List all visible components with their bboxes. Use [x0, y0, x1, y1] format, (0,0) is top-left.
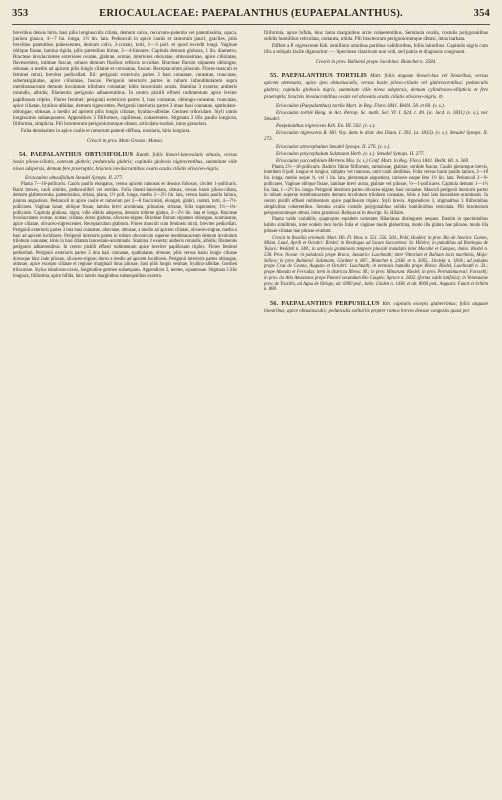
synonym: Paepalanthus nigrescens Kth. En. III. 502. (v. s.).: [276, 123, 376, 130]
species-name: 56. PAEPALANTHUS PERPUSILLUS: [270, 301, 380, 308]
synonym: Eriocaulon nigrescens R. Hil. Voy. dans le distr. des Diam. I. 392. (a. 1833). (v. s.). Steudel Synops. II. 273.: [264, 130, 488, 143]
synonym: Eriocaulon polycephalum Salzmann Herb. (v. s.). Steudel Synops. II. 277.: [276, 150, 425, 157]
species-name: 54. PAEPALANTHUS OBTUSIFOLIUS: [19, 151, 134, 158]
paragraph: Planta valde variabilis, quapropter equidem varietates Hilarianas distinguere nequeo. Etenim in speciminibus habitu simillimis, inter eodem loco lectis folia et vaginae modo glaberrima, modo illa glabra hae pilosae, modo illa pilosae-ciliatae hae pilosae evadunt.: [264, 217, 488, 234]
paragraph: filiformia, apice bifida, hinc lanta marginibus arcte cohaerentibus. Seminula ovalia, costulis polygonalibus solidis humilibus reticulata, castanea, nitida. Pili bracteorum perigoniorumque obtusi, intus barbata.: [264, 30, 488, 43]
species-diagnosis: Kth. capitulis excepis glaberrimus; foliis anguste linearibus, apice obtusiusculis; pedunculis solitariis propter ramos breves densae congestis quasi per: [264, 301, 489, 315]
species-heading: [13, 152, 237, 173]
right-page-number: 354: [473, 8, 490, 19]
synonym: Eriocaulon obtusifolium Steudel Synops. II. 277.: [25, 174, 124, 181]
paragraph: Differt a P. nigrescente Kth. simillimo omnibus partibus validioribus, foliis latioribus. Capitulis nigris cum illis a reliquis facile dignoscitur. — Specimen classicum non vidi, sed patria et diagnosis congruunt.: [264, 43, 488, 56]
species-heading: [264, 73, 488, 101]
locality: Crescit in prov. Bahiensi prope Jacobina: Blanchet n. 3584.: [315, 59, 437, 66]
species-name: 55. PAEPALANTHUS TORTILIS: [270, 73, 368, 80]
localities: Crescit in Brasilia orientali: Mart. Hb. Fl. Bras. n. 551. 556. 560., Pohl, Houllet; in prov. Rio de Janeiro: Gomes, Milan, Lund, Aprili et Octobri: Riedel; in Restingas ad Iacum Saccarema: St. Hilaire; in paludibus ad Restingas de Tejuco: Weddell n. 348.; in arenosis graminosis tempore pluviali inundatis inter Macahé et Campos, Junio: Riedel n. 538. Prov. Novae: in paludosis prope Braca, Januario: Luschnath; inter Vittoriam et Bahiam locis maritimis, Majo: Sellow; in prov. Bahiensi: Salzmann, Gardner n. 807., Blanchet n. 2438. et n. 3065., Lhotsky n. 1818.; ad paludes prope Cruz de Cosma, Augusto et Octobri: Luschnath; in arenosis humidis prope Ilheos: Riedel, Luschnath n. 33.; prope Almada et Ferradas, item in districtu Ilheos: M.; in prov. Minarum: Riedel; in prov. Pernambucensi: Forsselli; in prov. do Alto Amazonas prope Panuré secundum Rio Caupés: Spruce n. 2602. (forma valde latifolia); in Venezuelae prov. de Truxillo, ad Agua de Obispo, alt. 6000 ped., Julio: Linden n. 1438. et alt. 8000 ped., Augusto: Funck et Schlim n. 808.: [264, 235, 488, 293]
running-title: ERIOCAULACEAE: PAEPALANTHUS (EUPAEPALANTHUS).: [99, 8, 403, 19]
left-page-number: 353: [12, 8, 29, 19]
page-header: [12, 8, 490, 24]
paragraph: Folia densissime in apice caulis et ramorum patenti-diffusa, rosulatis, biris longiora.: [21, 127, 191, 134]
synonym: Eriocaulon yuccaefolium Mertens Mss. (v. s.) Conf. Mart. in Reg. Flora 1841. Beibl. 60. n. 560.: [276, 157, 470, 164]
synonym: Eriocaulon (Paepalanthus) tortile Mart. in Reg. Flora 1841. Beibl. 58. et 60. (v. s.).: [276, 103, 445, 110]
synonym: Eriocaulon atrocephalum Steudel Synops. II. 276. (v. s.).: [276, 143, 391, 150]
locality: Crescit in prov. Mato Grosso: Manso.: [86, 137, 164, 144]
species-diagnosis: Mart. foliis anguste lineari-bus vel linearibus, versus apicem attenuatis, apice ipso obtusiusculis, versus basin piloso-ciliatis vel glabrescentibus; pedunculis glabris; capitulis globosis nigris, summitate ville nivea adspersis, demum cylindraceo-ellipticis et fere praeruptis; bracteis involucrantibus ovatis vel obovatis acutis ciliatis olivaceo-nigris. ⊙: [264, 73, 488, 101]
right-column: [264, 30, 488, 317]
species-diagnosis: Kunth. foliis lineari-lanceolatis obtusis, versus basin piloso-ciliatis, caterum glabris; pedunculis glabris; capitulis globosis nigrescentibus, summitate ville nivea adspersis, demum fere praeruptis; bracteis involucrantibus ovatis acutis ciliatis olivaceo-nigris.: [13, 151, 237, 172]
header-rule: [12, 24, 490, 25]
description: Planta 2½—10-pollicaris. Radicis fibrae filiformes, ramulosae, glabrae, sordide fuscae. Caulis plerumque brevis, interdum 8 poll. longus et longior, simplex vel ramosus, rami cauli similibus. Folia versus basin paullo latiora, 2—18 lin. longa, medio usque ⅓, vel 1 lin. lata, plerumque angustiora, rariusve usque fere 1½ lin. lata. Pedunculi 2—9-pollicares. Vaginae oblique fissae, laminae brevi acuta, glabrae vel pilosae, ½—1-pollicares. Capitula demum 1—1½ lin. lata, 1—2½ lin. longa. Perigonii interioris partes olivaceo-nigrae, basi connatae. Masculi perigonii interioris partes in tubum superne membranaceum demum involutum trilobum connatae, lobis e basi lata lanceolato-acuminatis. In centro pistilli effoeti rudimentum apice papillosum triplex. Styli brevis. Appendices 3, stigmatibus 3 filiformibus simplicibus coherentibus. Semina ovalia costulis polygonalibus solidis humilioribus reticulata. Pili bracteorum perigoniorumque obtusi, intus granulosi. Reliqua ut in descript. St. Hilaire.: [264, 164, 488, 216]
paragraph: breviibus densis hirta, basi pilis longiusculis ciliata, demum calva, recurvato-patentia vel patentissima, opaca, juniora glauca, 4—7 lin. longa, 1½ lin. lata. Pedunculi in apice caulis et ramorum pauci, graciles, pilis brevibus patentibus pubescentes, demum calvi, 3-costati, torti, 1—3 poll. et quod excedit longi. Vaginae oblique fissae, lamina rigida, pilis patentibus hirtae, 3—4-lineares. Capitula demum globosa, 1 lin. diametro. Bracteae involucrantes exteriores ovatae, glabrae, acutae, interiores obovatae, obtusissimae, apice ciliolatae, flavescentes, intimae fuscae, omnes demum floribus reflexis occultae. Bracteae florum stipantes oblongae, obtusae, a medio ad apicem pilis longis ciliatae et coronatae, fuscae. Receptaculum pilosum. Flores masculi et feminei mixti, breviter pedicellati. Ilii: perigonii exterioris partes 3 basi connatae, cuneatae, truncatae, subemarginatae, apice ciliolatae, fuscae. Perigonii interioris partes in tubum infundibularem supra membranaceum demum involutum trilobum connatae; lobis lanceolatis acutis. Stamina 3 exserta; antheris rotundis, albidis; filamentis perigonio adhaerentibus. In centro pistilli effoeti rudimentum apice leviter papillosum triplex. Flores feminei: perigonii exterioris partes 3, basi connatae, oblongo-cuneatae, truncatae, apice ciliatae, hyalino-albidae, demum rigescentes. Perigonii interioris partes 3 imae basi connatae, spathulato-oblongae, obtusae, a medio ad apicem pilis longis ciliatae, hyalino-albidae. Germen triloculare. Styli ramis longissimis subaequantes. Appendices 3 filiformes, capillosae, cohaerentes. Stigmata 3 illis paullo longiora, filiformia, simplicia. Pili bracteorum perigoniorumque obtusi, articulato-nodosi, intus granulosi.: [13, 30, 237, 127]
left-column: [13, 30, 237, 281]
description: Planta 7—10-pollicaris. Caulis paullo elongatus, versus apicem ramosus et densius foliosus, circiter 1-pollicaris. Rami breves, cauli similes, pedunculiferi vel steriles. Folia lineari-lanceolata, obtusa, versus basin piloso-ciliata, demum glabrescentia, patentissima, striata, plana, 1½ poll. longa, medio 2—2½ lin. lata, versus basin paullo latiora, juniora angustiora. Pedunculi in apice caulis et ramorum per 2—8 fasciculati, elongati, glabri, costati, torti, 4—7½-pollicares. Vaginae laxae, oblique fissae, lamina brevi acuminata, pilosulae, striatae, folia superantes, 1½—1¾-pollicares. Capitula globosa, nigra, ville albido adspersa, demum inferne glabra, 2—2½ lin. lata et longa. Bracteae involucrantes ovatae, acutae, ciliatae, dorso glabrae, olivaceo-nigrae. Bracteae florum stipantes oblongae, acuminatae, apice ciliatae, olivaceo-nigrescentes. Receptaculum glabrum. Flores masculi cum femineis mixti, breviter pedicellati. Perigonii exterioris partes 3 ima basi connatae, obovatae, obtusae, a medio ad apicem ciliatae, olivaceo-nigrae, media a basi ad apicem lucidiores. Perigonii interioris partes in tubum obconicum superne membranaceum demum involutum trilobum connatae; lobis in basi dilatata lanceolato-acuminatis. Stamina 3 exserta; antheris rotundis, albidis; filamentis perigonio adhaerentibus. In centro pistilli effoeti rudimentum apice breviter papillosum triplex. Flores feminei pedicellati. Perigonii exterioris partes 3 ima basi connatae, spathulatae, obtusae, pilis versus basin longis ciliatae dorsoque hinc inde pilosae, olivaceo-nigrae; dorso a medio ad apicem lucidiores. Perigonii interioris partes oblongae, obtusae, apice excepto ciliatae et regione marginali intus pilosae, basi pilis longis vestitae, hyalino-albidae. Germen triloculare. Stylus tubulosus-cavus, longitudine germen subaequans. Appendices 3, teretes, squamosae. Stigmata 3 illis longiora, filiformia, apice bifida, hinc lateris marginibus subaequalibus exserta.: [13, 181, 237, 279]
species-heading: [264, 301, 488, 315]
synonym: Eriocaulon tortile Bong. in Act. Petrop. Sc. math. Ser. VI. I. 624. t. 49. (ic. incd. n. 1831) (v. s.), nec Steudel.: [264, 110, 488, 123]
